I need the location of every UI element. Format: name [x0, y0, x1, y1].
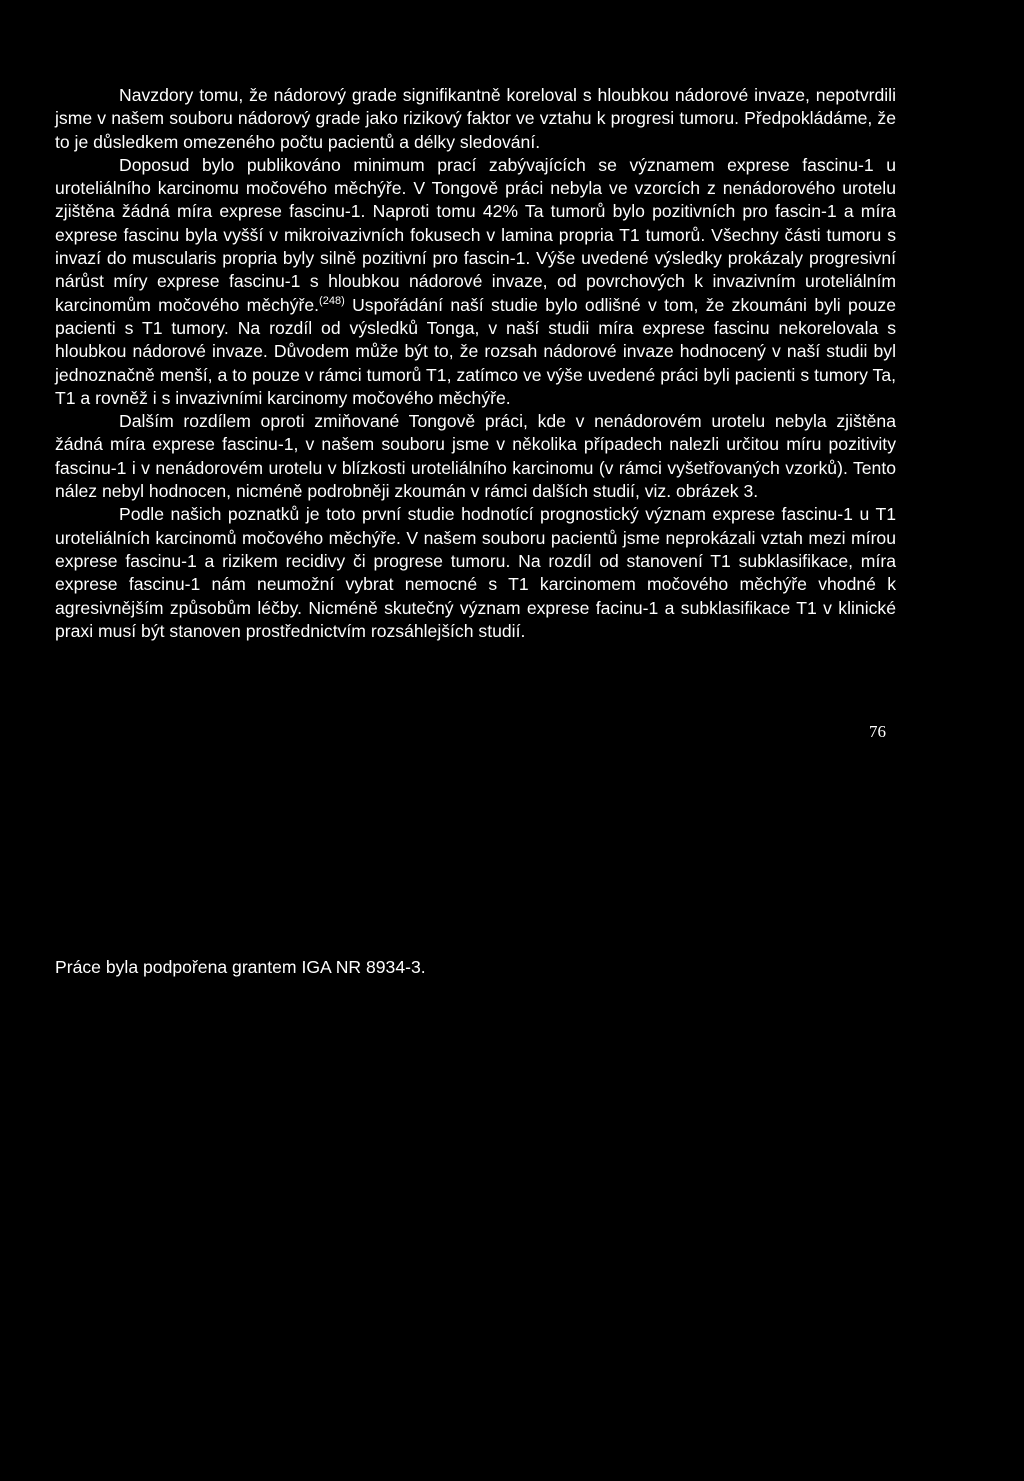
- paragraph-3: [55, 410, 896, 503]
- paragraph-1: [55, 84, 896, 154]
- paragraph-2: [55, 154, 896, 410]
- page-number: 76: [869, 722, 886, 741]
- main-text: [55, 84, 896, 643]
- paragraph-3-text: Dalším rozdílem oproti zmiňované Tongově práci, kde v nenádorovém urotelu nebyla zjištěna žádná míra exprese fascinu-1, v našem souboru jsme v několika případech nalezli určitou míru pozitivity fascinu-1 i v nenádorovém urotelu v blízkosti uroteliálního karcinomu (v rámci vyšetřovaných vzorků). Tento nález nebyl hodnocen, nicméně podrobněji zkoumán v rámci dalších studií, viz. obrázek 3.: [55, 411, 896, 502]
- paragraph-1-text: Navzdory tomu, že nádorový grade signifikantně koreloval s hloubkou nádorové invaze, nepotvrdili jsme v našem souboru nádorový grade jako rizikový faktor ve vztahu k progresi tumoru. Předpokládáme, že to je důsledkem omezeného počtu pacientů a délky sledování.: [55, 85, 896, 152]
- paragraph-4-text: Podle našich poznatků je toto první studie hodnotící prognostický význam exprese fascinu-1 u T1 uroteliálních karcinomů močového měchýře. V našem souboru pacientů jsme neprokázali vztah mezi mírou exprese fascinu-1 a rizikem recidivy či progrese tumoru. Na rozdíl od stanovení T1 subklasifikace, míra exprese fascinu-1 nám neumožní vybrat nemocné s T1 karcinomem močového měchýře vhodné k agresivnějším způsobům léčby. Nicméně skutečný význam exprese facinu-1 a subklasifikace T1 v klinické praxi musí být stanoven prostřednictvím rozsáhlejších studií.: [55, 504, 896, 641]
- citation-reference: (248): [319, 294, 345, 307]
- grant-acknowledgement: Práce byla podpořena grantem IGA NR 8934-3.: [55, 957, 426, 977]
- paragraph-2-text-b: Uspořádání naší studie bylo odlišné v tom, že zkoumáni byli pouze pacienti s T1 tumory. Na rozdíl od výsledků Tonga, v naší studii míra exprese fascinu nekorelovala s hloubkou nádorové invaze. Důvodem může být to, že rozsah nádorové invaze hodnocený v naší studii byl jednoznačně menší, a to pouze v rámci tumorů T1, zatímco ve výše uvedené práci byli pacienti s tumory Ta, T1 a rovněž i s invazivními karcinomy močového měchýře.: [55, 294, 896, 408]
- paragraph-4: [55, 503, 896, 643]
- paragraph-2-text-a: Doposud bylo publikováno minimum prací zabývajících se významem exprese fascinu-1 u uroteliálního karcinomu močového měchýře. V Tongově práci nebyla ve vzorcích z nenádorového urotelu zjištěna žádná míra exprese fascinu-1. Naproti tomu 42% Ta tumorů bylo pozitivních pro fascin-1 a míra exprese fascinu byla vyšší v mikroivazivních fokusech v lamina propria T1 tumorů. Všechny části tumoru s invazí do muscularis propria byly silně pozitivní pro fascin-1. Výše uvedené výsledky prokázaly progresivní nárůst míry exprese fascinu-1 s hloubkou nádorové invaze, od povrchových k invazivním uroteliálním karcinomům močového měchýře.: [55, 154, 896, 315]
